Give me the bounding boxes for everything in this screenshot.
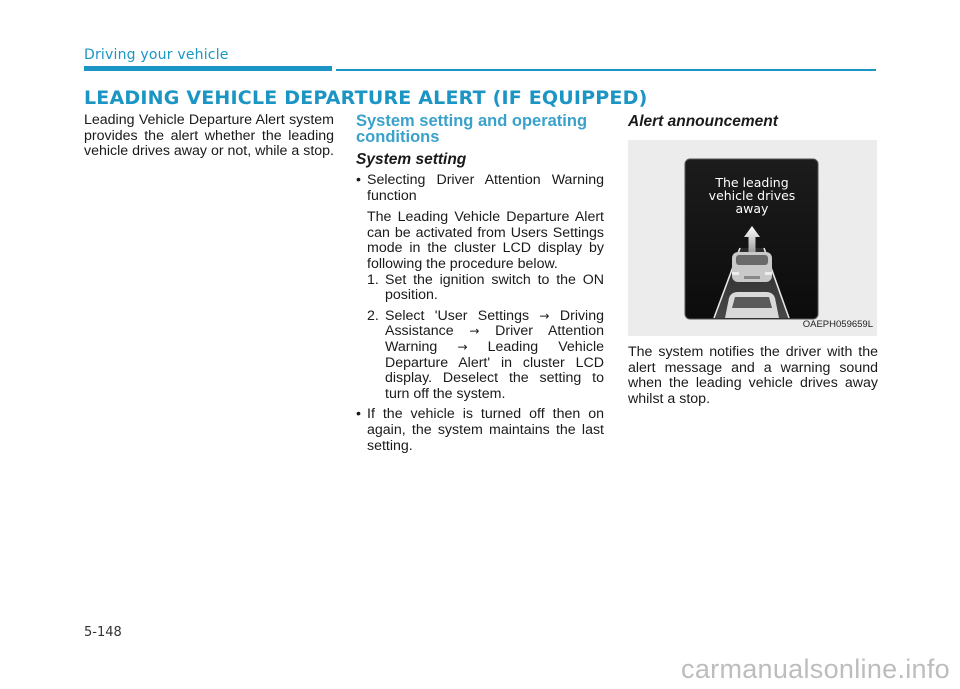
step-item (356, 309, 604, 403)
bullet-item (356, 407, 604, 454)
bullet-text: Selecting Driver Attention Warning function (367, 172, 604, 204)
header-rule-thin (336, 69, 876, 71)
column-intro (84, 113, 334, 160)
bullet-icon: • (356, 406, 361, 423)
step-text-b: Driving Assistance (385, 307, 604, 340)
step-number: 2. (367, 307, 379, 324)
step-item (356, 273, 604, 304)
intro-paragraph: Leading Vehicle Departure Alert system provides the alert whether the leading vehicle drives away or not, while a stop. (84, 112, 334, 160)
section-label: Driving your vehicle (84, 47, 229, 63)
figure-caption: OAEPH059659L (802, 319, 873, 331)
cluster-display-illustration (628, 140, 877, 336)
screen-text-line: vehicle drives (708, 188, 796, 203)
bullet-paragraph: The Leading Vehicle Departure Alert can be activated from Users Settings mode in the cluster LCD display by following the procedure below. (367, 209, 604, 272)
alert-heading: Alert announcement (628, 113, 778, 130)
cluster-display-figure (628, 140, 877, 336)
arrow-right-icon: → (457, 339, 468, 354)
step-text-c: Driver Attention Warning (385, 323, 604, 355)
system-setting-heading: System setting and operating conditions (356, 112, 588, 146)
leading-car-icon (732, 252, 772, 282)
bullet-icon: • (356, 172, 361, 188)
step-number: 1. (367, 271, 379, 288)
own-car-icon (725, 292, 779, 318)
page-title: LEADING VEHICLE DEPARTURE ALERT (IF EQUIPPED) (84, 87, 648, 109)
page-number: 5-148 (84, 625, 122, 640)
step-text-a: Select 'User Settings (385, 307, 530, 324)
screen-text-line: The leading (715, 175, 789, 190)
step-text: Set the ignition switch to the ON position. (385, 271, 604, 304)
watermark-text: carmanualsonline.info (681, 654, 950, 684)
header-rule-thick (84, 66, 332, 71)
column-alert (628, 113, 878, 407)
screen-text-line: away (735, 201, 769, 216)
alert-description: The system notifies the driver with the alert message and a warning sound when the leading vehicle drives away whilst a stop. (628, 344, 878, 407)
arrow-right-icon: → (469, 324, 480, 339)
step-text-d: Leading Vehicle Departure Alert' in cluster LCD display. Deselect the setting to turn off the system. (385, 338, 604, 402)
column-system-setting (356, 113, 604, 460)
bullet-item (356, 173, 604, 204)
bullet-text: If the vehicle is turned off then on again, the system maintains the last setting. (367, 406, 604, 454)
arrow-right-icon: → (539, 308, 550, 323)
system-setting-subheading: System setting (356, 151, 467, 168)
